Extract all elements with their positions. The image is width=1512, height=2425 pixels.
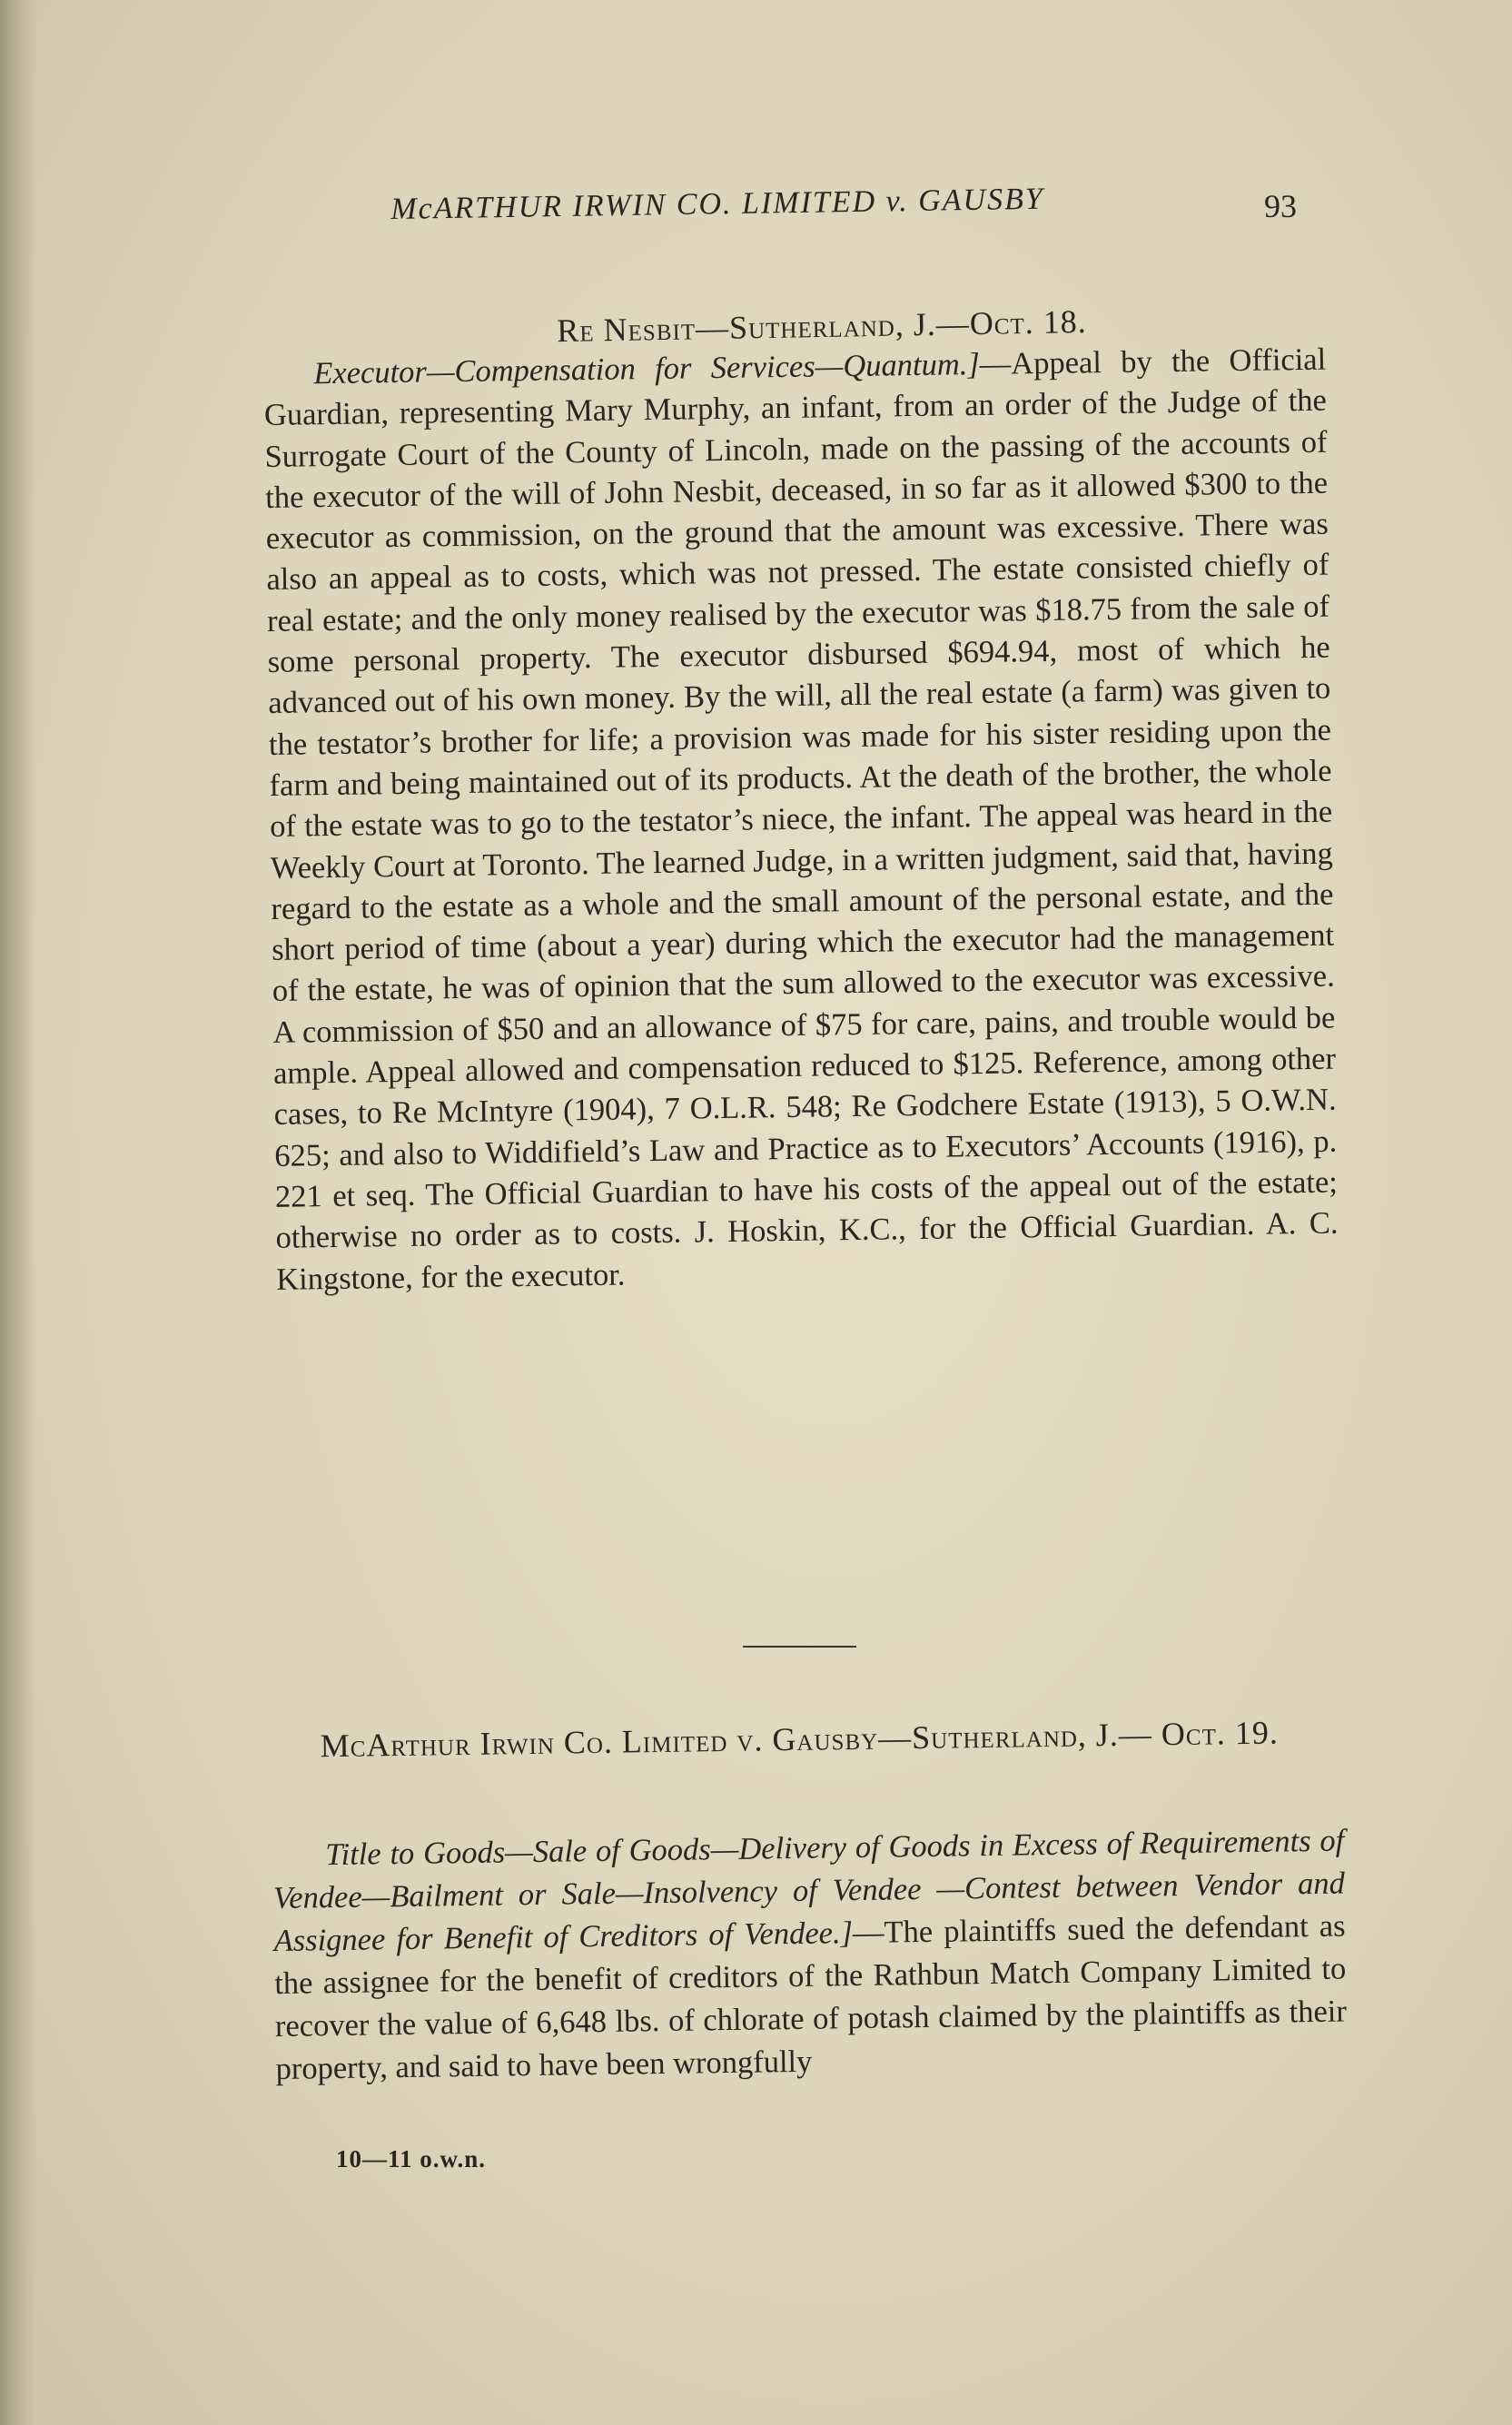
running-head-title: McARTHUR IRWIN CO. LIMITED v. GAUSBY (390, 182, 1044, 226)
case1-paragraph (263, 340, 1339, 1301)
gutter-shadow (0, 0, 36, 2425)
case2-catchwords: Title to Goods—Sale of Goods—Delivery of Goods in Excess of Requirements of Vendee—Bailment or Sale—Insolvency of Vendee —Contest between Vendor and Assignee for Benefit of Creditors of Vendee.] (272, 1823, 1346, 1958)
case2-heading: McArthur Irwin Co. Limited v. Gausby—Sutherland, J.— Oct. 19. (320, 1714, 1280, 1765)
case1-catchwords: Executor—Compensation for Services—Quantum.] (313, 346, 981, 391)
page-number: 93 (1264, 188, 1297, 224)
case1-heading: Re Nesbit—Sutherland, J.—Oct. 18. (556, 302, 1088, 350)
case2-body-text: —The plaintiffs sued the defendant as the assignee for the benefit of creditors of the Rathbun Match Company Limited to recover the value of 6,648 lbs. of chlorate of potash claimed by the plaintiffs as their property, and said to have been wrongfully (274, 1908, 1348, 2086)
signature-mark: 10—11 o.w.n. (336, 2145, 487, 2173)
section-divider (743, 1646, 856, 1648)
case2-paragraph (272, 1820, 1348, 2091)
case1-body-text: —Appeal by the Official Guardian, representing Mary Murphy, an infant, from an order of the Judge of the Surrogate Court of the County of Lincoln, made on the passing of the accounts of the executor of the will of John Nesbit, deceased, in so far as it allowed $300 to the executor as commission, on the ground that the amount was excessive. There was also an appeal as to costs, which was not pressed. The estate consisted chiefly of real estate; and the only money realised by the executor was $18.75 from the sale of some personal property. The executor disbursed $694.94, most of which he advanced out of his own money. By the will, all the real estate (a farm) was given to the testator’s brother for life; a provision was made for his sister residing upon the farm and being maintained out of its products. At the death of the brother, the whole of the estate was to go to the testator’s niece, the infant. The appeal was heard in the Weekly Court at Toronto. The learned Judge, in a written judgment, said that, having regard to the estate as a whole and the small amount of the personal estate, and the short period of time (about a year) during which the executor had the management of the estate, he was of opinion that the sum allowed to the executor was excessive. A commission of $50 and an allowance of $75 for care, pains, and trouble would be ample. Appeal allowed and compensation reduced to $125. Reference, among other cases, to Re McIntyre (1904), 7 O.L.R. 548; Re Godchere Estate (1913), 5 O.W.N. 625; and also to Widdifield’s Law and Practice as to Executors’ Accounts (1916), p. 221 et seq. The Official Guardian to have his costs of the appeal out of the estate; otherwise no order as to costs. J. Hoskin, K.C., for the Official Guardian. A. C. Kingstone, for the executor. (263, 341, 1339, 1297)
